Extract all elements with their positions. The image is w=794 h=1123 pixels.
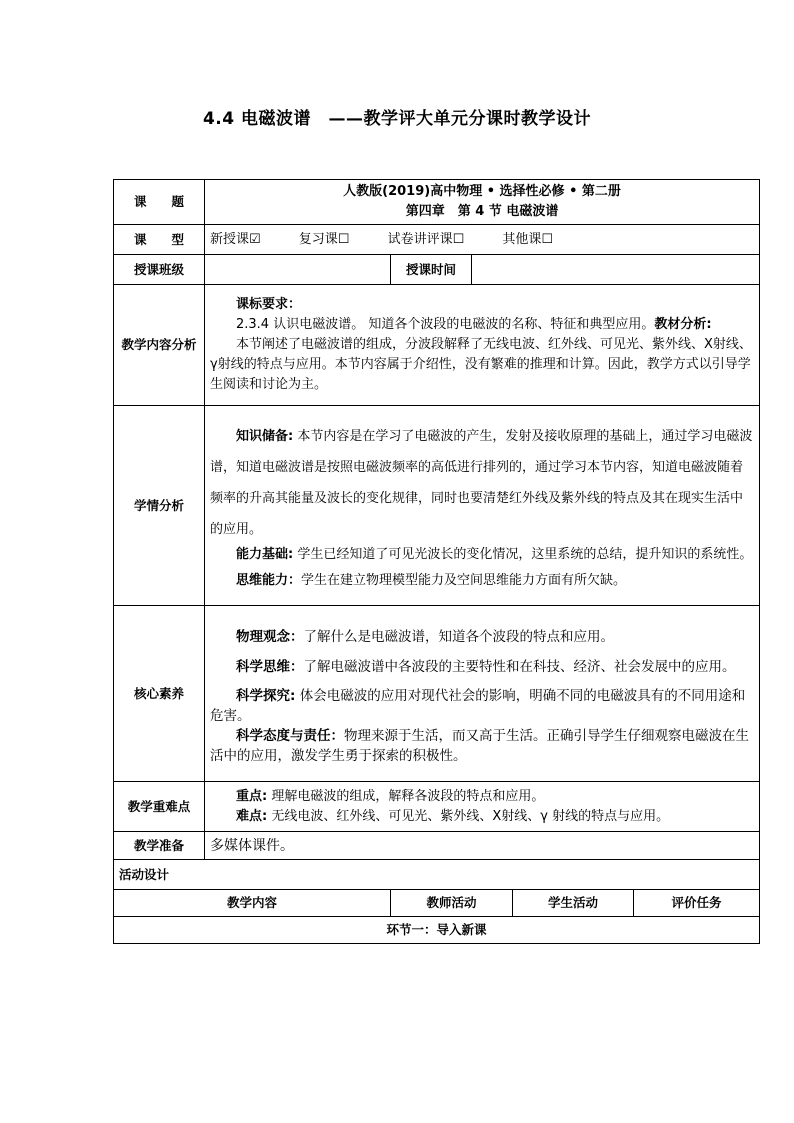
time-value xyxy=(472,255,760,285)
content-analysis-row xyxy=(114,285,760,406)
page-title: 4.4 电磁波谱 ——教学评大单元分课时教学设计 xyxy=(202,109,592,129)
option-new-lesson[interactable]: 新授课☑ xyxy=(210,231,261,247)
content-analysis-label: 教学内容分析 xyxy=(114,285,205,406)
section-one-row xyxy=(114,917,760,944)
activity-design-row xyxy=(114,860,760,890)
key-points-label: 教学重难点 xyxy=(114,782,205,832)
activity-header-row xyxy=(114,890,760,917)
ability-foundation: 能力基础: 学生已经知道了可见光波长的变化情况，这里系统的总结，提升知识的系统性。 xyxy=(236,546,753,562)
knowledge-reserve: 知识储备: 本节内容是在学习了电磁波的产生，发射及接收原理的基础上，通过学习电磁波谱，知道电磁波谱是按照电磁波频率的高低进行排列的，通过学习本节内容，知道电磁波随着频率的升高其能量及波长的变化规律，同时也要清楚红外线及紫外线的特点及其在现实生活中的应用。 xyxy=(210,428,753,537)
header-teaching-content: 教学内容 xyxy=(114,890,391,917)
material-analysis-title: 教材分析: xyxy=(654,317,712,332)
activity-design-label: 活动设计 xyxy=(114,860,760,890)
core-literacy-label: 核心素养 xyxy=(114,606,205,782)
material-analysis-text: 本节阐述了电磁波谱的组成，分波段解释了无线电波、红外线、可见光、紫外线、X射线、γ射线的特点与应用。本节内容属于介绍性，没有繁难的推理和计算。因此，教学方式以引导学生阅读和讨论为主。 xyxy=(210,337,752,392)
core-literacy-row xyxy=(114,606,760,782)
key-points-value xyxy=(205,782,760,832)
learner-analysis-value xyxy=(205,406,760,606)
preparation-row xyxy=(114,832,760,860)
class-label: 授课班级 xyxy=(114,255,205,285)
curriculum-requirement-text: 2.3.4 认识电磁波谱。 知道各个波段的电磁波的名称、特征和典型应用。教材分析: xyxy=(236,317,712,332)
difficult-point: 难点: 无线电波、红外线、可见光、紫外线、X射线、γ 射线的特点与应用。 xyxy=(236,808,670,824)
topic-line-2: 第四章 第 4 节 电磁波谱 xyxy=(405,204,559,219)
key-points-row xyxy=(114,782,760,832)
option-other-lesson[interactable]: 其他课☐ xyxy=(502,231,554,247)
core-literacy-value xyxy=(205,606,760,782)
class-row xyxy=(114,255,760,285)
physics-concept: 物理观念：了解什么是电磁波谱，知道各个波段的特点和应用。 xyxy=(236,628,614,645)
learner-analysis-row xyxy=(114,406,760,606)
topic-value xyxy=(205,180,760,225)
preparation-label: 教学准备 xyxy=(114,832,205,860)
scientific-inquiry: 科学探究: 体会电磁波的应用对现代社会的影响，明确不同的电磁波具有的不同用途和危害。 xyxy=(210,687,746,724)
topic-line-1: 人教版(2019)高中物理 • 选择性必修 • 第二册 xyxy=(343,184,621,199)
key-point: 重点: 理解电磁波的组成，解释各波段的特点和应用。 xyxy=(236,788,545,804)
section-one-title: 环节一：导入新课 xyxy=(114,917,760,944)
learner-analysis-label: 学情分析 xyxy=(114,406,205,606)
topic-row xyxy=(114,180,760,225)
class-type-options xyxy=(205,225,760,255)
content-analysis-value xyxy=(205,285,760,406)
time-label: 授课时间 xyxy=(391,255,472,285)
class-type-label: 课 型 xyxy=(114,225,205,255)
header-teacher-activity: 教师活动 xyxy=(391,890,513,917)
header-evaluation-task: 评价任务 xyxy=(634,890,760,917)
option-exam-review-lesson[interactable]: 试卷讲评课☐ xyxy=(387,231,465,247)
scientific-thinking: 科学思维：了解电磁波谱中各波段的主要特性和在科技、经济、社会发展中的应用。 xyxy=(236,658,736,675)
topic-label: 课 题 xyxy=(114,180,205,225)
option-review-lesson[interactable]: 复习课☐ xyxy=(298,231,350,247)
curriculum-requirement-title: 课标要求： xyxy=(236,297,302,312)
preparation-value: 多媒体课件。 xyxy=(205,832,760,860)
class-type-row xyxy=(114,225,760,255)
scientific-attitude: 科学态度与责任：物理来源于生活，而又高于生活。正确引导学生仔细观察电磁波在生活中的应用，激发学生勇于探索的积极性。 xyxy=(210,727,749,764)
header-student-activity: 学生活动 xyxy=(513,890,634,917)
lesson-plan-table xyxy=(113,179,760,944)
thinking-ability: 思维能力：学生在建立物理模型能力及空间思维能力方面有所欠缺。 xyxy=(236,572,627,588)
class-value xyxy=(205,255,391,285)
